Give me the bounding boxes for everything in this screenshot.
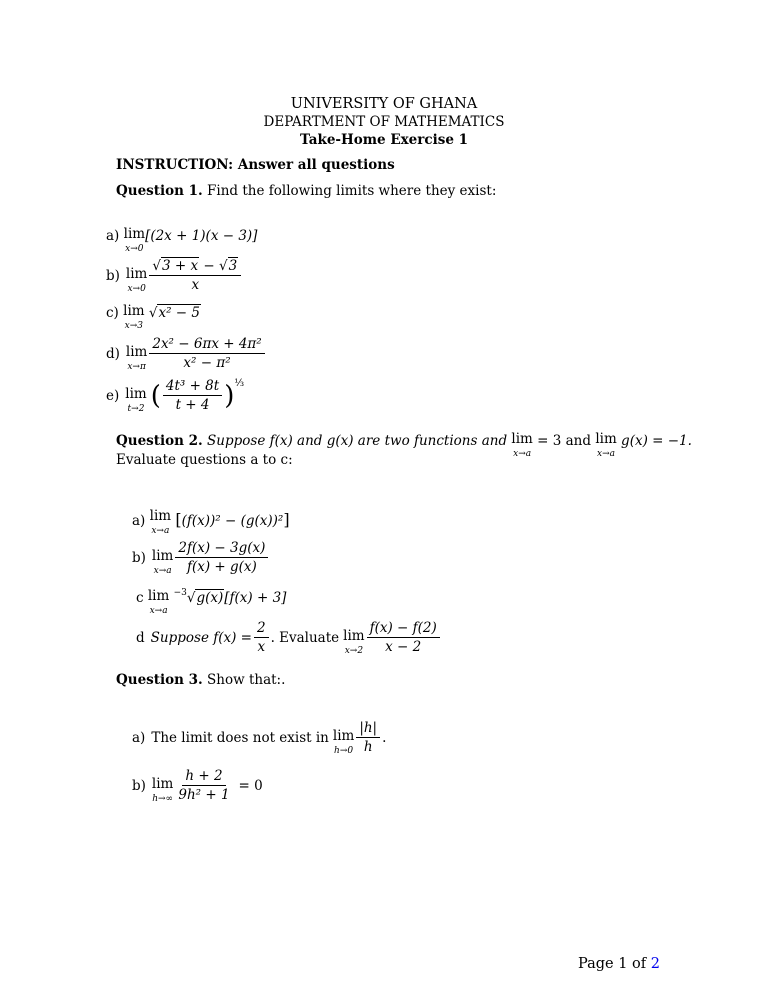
q3-item-b: b) lim h→∞ $\frac{h + 2}{\text{9h² + 1}}$ = 0 xyxy=(132,768,263,804)
q1-item-b: b) lim x→0 $\frac{√3 + x - √3}{x}$ xyxy=(106,258,243,294)
q3-item-a: a) The limit does not exist in lim h→0 $\frac{|h|}{h}$ . xyxy=(132,720,387,756)
page-total-link[interactable]: 2 xyxy=(650,956,660,972)
question-3-heading: Question 3. Show that:. xyxy=(116,672,286,688)
q1-item-a: a) lim x→0 [(2x + 1)(x − 3)] xyxy=(106,226,258,254)
q2-item-d: d Suppose f(x) = $\frac{2}{x}$ . Evaluate lim x→2 $\frac{f(x) - f(2)}{x - 2}$ xyxy=(136,620,442,656)
q1-item-c: c) lim x→3 √x² − 5 xyxy=(106,303,200,331)
page-number: Page 1 of 2 xyxy=(578,956,660,972)
instruction: INSTRUCTION: Answer all questions xyxy=(116,157,395,173)
q1-item-e: e) lim t→2 ( $\frac{\text{4t³ + 8t}}{t + 4}$ ) ⅓ xyxy=(106,378,245,414)
q2-item-c: c lim x→a $^{-3}$√g(x)[f(x) + 3] xyxy=(136,588,287,616)
q1-item-d: d) lim x→π $\frac{\text{2x² − 6πx + 4π²}}{\text{x² − π²}}$ xyxy=(106,336,267,372)
question-2-heading: Question 2. Suppose f(x) and g(x) are two functions and lim x→a = 3 and lim x→a g(x) = −1. xyxy=(116,431,692,459)
question-1-heading: Question 1. Find the following limits where they exist: xyxy=(116,183,497,199)
university-title: UNIVERSITY OF GHANA xyxy=(290,96,478,112)
exercise-title: Take-Home Exercise 1 xyxy=(299,132,469,148)
q2-item-a: a) lim x→a [(f(x))² − (g(x))²] xyxy=(132,508,290,536)
department-title: DEPARTMENT OF MATHEMATICS xyxy=(263,114,505,130)
question-2-subtext: Evaluate questions a to c: xyxy=(116,452,293,468)
q2-item-b: b) lim x→a $\frac{2f(x) - 3g(x)}{f(x) + g(x)}$ xyxy=(132,540,270,576)
